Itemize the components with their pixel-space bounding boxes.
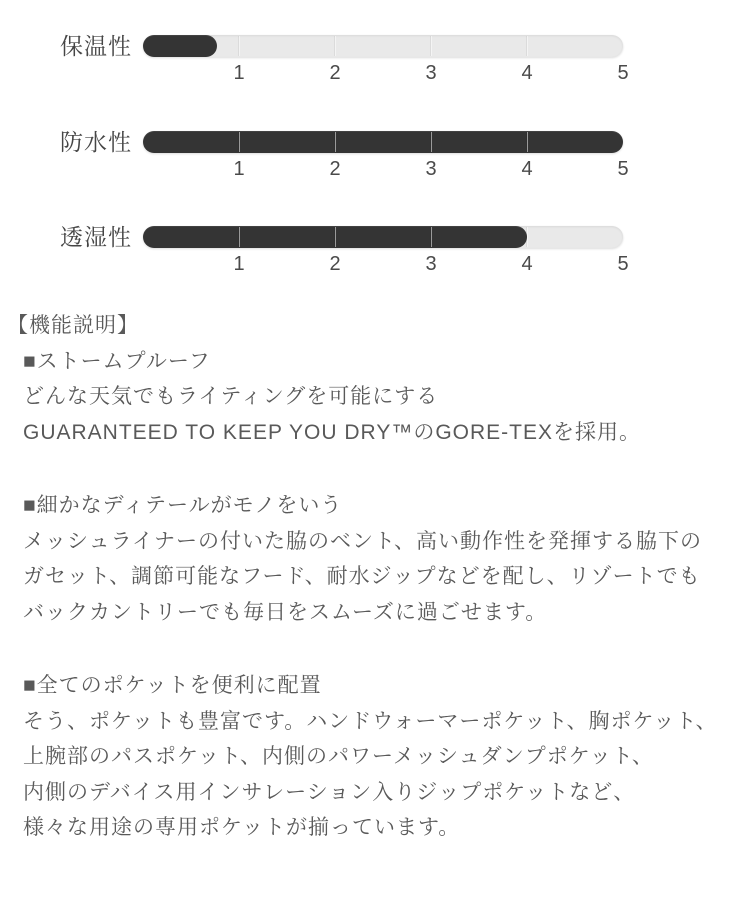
feature-text-line: 様々な用途の専用ポケットが揃っています。: [23, 816, 461, 839]
description-header: 【機能説明】: [7, 314, 139, 337]
scale-number: 5: [617, 62, 629, 84]
scale-number: 4: [521, 157, 533, 180]
scale-number: 3: [425, 157, 437, 180]
tick-mark: [239, 36, 240, 56]
feature-description-section: [7, 308, 733, 846]
tick-mark: [239, 132, 240, 152]
tick-mark: [239, 227, 240, 247]
scale-number: 1: [233, 253, 245, 275]
feature-text-line: 内側のデバイス用インサレーション入りジップポケットなど、: [23, 780, 636, 804]
feature-sections: [7, 344, 733, 846]
feature-text-line: メッシュライナーの付いた脇のベント、高い動作性を発揮する脇下の: [23, 529, 703, 553]
tick-mark: [335, 36, 336, 56]
feature-title: ■細かなディテールがモノをいう: [23, 494, 343, 517]
tick-mark: [431, 132, 432, 152]
tick-mark: [431, 36, 432, 56]
tick-mark: [335, 132, 336, 152]
scale-number: 2: [329, 157, 341, 180]
feature-section: [23, 668, 733, 846]
rating-bar-track: [143, 226, 623, 248]
scale-number: 4: [521, 62, 533, 84]
tick-mark: [527, 132, 528, 152]
rating-label: 透湿性: [60, 224, 132, 250]
tick-mark: [431, 227, 432, 247]
scale-number: 5: [617, 253, 629, 275]
scale-number: 3: [425, 253, 437, 275]
feature-title: ■全てのポケットを便利に配置: [23, 674, 322, 697]
rating-row: [0, 35, 740, 127]
feature-section: [23, 488, 733, 630]
feature-text-line: 上腕部のパスポケット、内側のパワーメッシュダンプポケット、: [23, 745, 654, 768]
feature-text-line: GUARANTEED TO KEEP YOU DRY™のGORE-TEXを採用。: [23, 420, 642, 444]
rating-bar-track: [143, 35, 623, 57]
scale-number: 1: [233, 157, 245, 180]
feature-text-line: そう、ポケットも豊富です。ハンドウォーマーポケット、胸ポケット、: [23, 709, 718, 733]
scale-number: 2: [329, 62, 341, 84]
rating-bar-fill: [143, 35, 217, 57]
feature-text-line: バックカントリーでも毎日をスムーズに過ごせます。: [23, 600, 548, 624]
feature-text-line: どんな天気でもライティングを可能にする: [23, 385, 439, 408]
scale-number: 4: [521, 253, 533, 275]
scale-number: 3: [425, 62, 437, 84]
feature-title: ■ストームプルーフ: [23, 349, 211, 373]
rating-row: [0, 128, 740, 223]
rating-bar-track: [143, 131, 623, 153]
scale-number: 1: [233, 62, 245, 84]
tick-mark: [527, 227, 528, 247]
rating-label: 保温性: [60, 33, 132, 59]
tick-mark: [335, 227, 336, 247]
tick-mark: [527, 36, 528, 56]
scale-number: 2: [329, 253, 341, 275]
feature-section: [23, 344, 733, 451]
rating-label: 防水性: [60, 128, 132, 155]
feature-text-line: ガセット、調節可能なフード、耐水ジップなどを配し、リゾートでも: [23, 565, 701, 588]
rating-bar-fill: [143, 131, 623, 153]
rating-row: [0, 226, 740, 318]
scale-number: 5: [617, 157, 629, 180]
